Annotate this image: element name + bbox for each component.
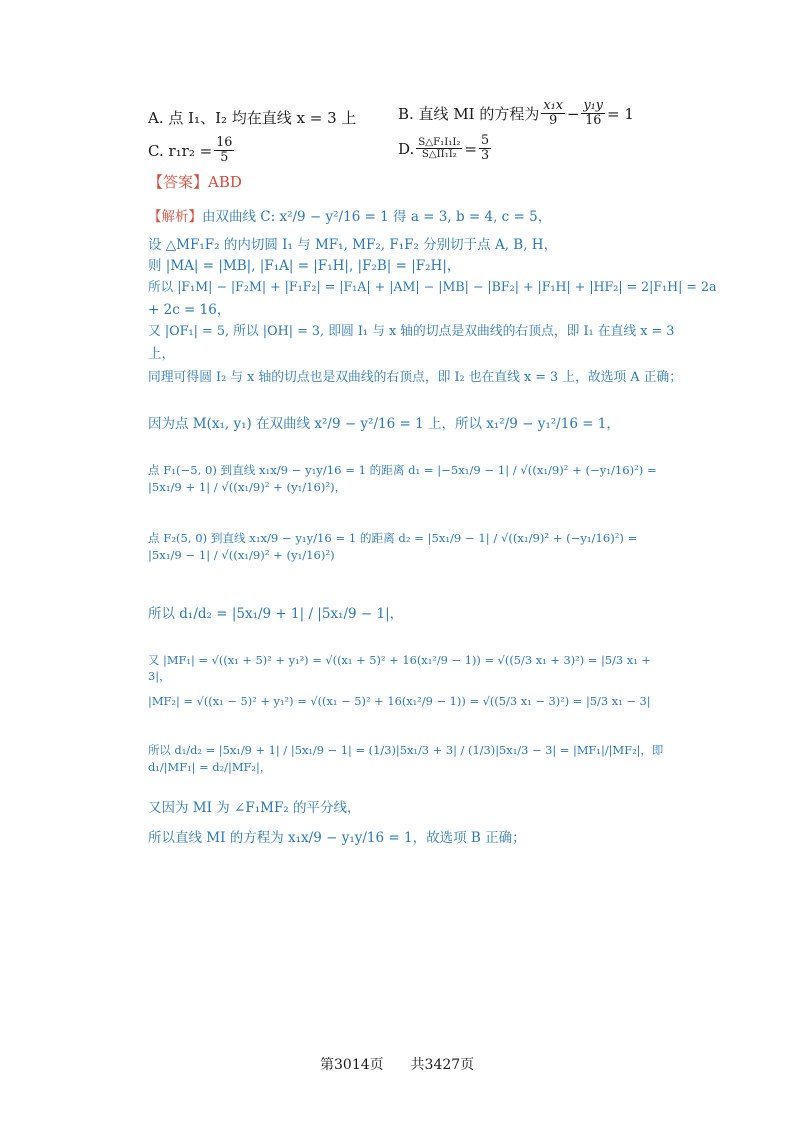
option-c-prefix: C. r₁r₂ = — [148, 141, 213, 160]
solution-line-17: 所以直线 MI 的方程为 x₁x/9 − y₁y/16 = 1，故选项 B 正确； — [148, 830, 526, 846]
option-b — [398, 99, 634, 128]
solution-line-2: 设 △MF₁F₂ 的内切圆 I₁ 与 MF₁, MF₂, F₁F₂ 分别切于点 A, B, H， — [148, 237, 558, 253]
option-b-suffix: = 1 — [607, 104, 634, 123]
solution-line-14: |MF₂| = √((x₁ − 5)² + y₁²) = √((x₁ − 5)² + 16(x₁²/9 − 1)) = √((5/3 x₁ − 3)²) = |5/3 x₁ − 3| — [148, 694, 651, 708]
equals-sign: = — [464, 139, 478, 158]
option-c — [148, 136, 236, 165]
option-d-frac-right: $\frac{5}{3}$ — [481, 133, 490, 164]
solution-line-15: 所以 d₁/d₂ = |5x₁/9 + 1| / |5x₁/9 − 1| = (1/3)|5x₁/3 + 3| / (1/3)|5x₁/3 − 3| = |MF₁|/|MF₂|，即 d₁/|MF₁| = d₂/|MF₂|， — [148, 743, 664, 775]
solution-line-16: 又因为 MI 为 ∠F₁MF₂ 的平分线， — [148, 800, 361, 816]
solution-line-11: 点 F₂(5, 0) 到直线 x₁x/9 − y₁y/16 = 1 的距离 d₂ = |5x₁/9 − 1| / √((x₁/9)² + (−y₁/16)²) = |5x₁/9 − 1| / √((x₁/9)² + (y₁/16)²) — [148, 531, 638, 563]
solution-line-9: 因为点 M(x₁, y₁) 在双曲线 x²/9 − y²/16 = 1 上，所以 x₁²/9 − y₁²/16 = 1， — [148, 416, 620, 432]
answer-line — [148, 171, 242, 192]
page-total: 共3427页 — [410, 1057, 475, 1073]
option-b-frac1: $\frac{\text{x₁x}}{9}$ — [543, 98, 563, 129]
solution-text-1: 由双曲线 C: x²/9 − y²/16 = 1 得 a = 3, b = 4, c = 5， — [202, 209, 552, 225]
minus-sign: − — [566, 104, 580, 123]
option-a: A. 点 I₁、I₂ 均在直线 x = 3 上 — [148, 109, 357, 127]
page-footer — [320, 1054, 474, 1074]
solution-line-7: 上， — [148, 346, 175, 362]
answer-value: ABD — [208, 173, 242, 191]
option-b-prefix: B. 直线 MI 的方程为 — [398, 105, 540, 124]
solution-line-13: 又 |MF₁| = √((x₁ + 5)² + y₁²) = √((x₁ + 5)² + 16(x₁²/9 − 1)) = √((5/3 x₁ + 3)²) = |5/3 x₁ + 3|， — [148, 653, 651, 683]
page-number: 第3014页 — [320, 1057, 384, 1073]
solution-line-8: 同理可得圆 I₂ 与 x 轴的切点也是双曲线的右顶点，即 I₂ 也在直线 x = 3 上，故选项 A 正确； — [148, 370, 683, 385]
solution-line-3: 则 |MA| = |MB|, |F₁A| = |F₁H|, |F₂B| = |F₂H|， — [148, 258, 461, 274]
solution-line-10: 点 F₁(−5, 0) 到直线 x₁x/9 − y₁y/16 = 1 的距离 d₁ = |−5x₁/9 − 1| / √((x₁/9)² + (−y₁/16)²) = |5x₁/9 + 1| / √((x₁/9)² + (y₁/16)²)， — [148, 463, 657, 495]
solution-line-5: + 2c = 16， — [148, 302, 231, 318]
answer-label: 【答案】 — [148, 173, 209, 191]
solution-line-12: 所以 d₁/d₂ = |5x₁/9 + 1| / |5x₁/9 − 1|， — [148, 606, 404, 622]
option-d-frac-left: $\frac{\text{S△F₁I₁I₂}}{\text{S△II₁I₂}}$ — [418, 136, 461, 161]
solution-line-1 — [148, 205, 551, 225]
solution-line-6: 又 |OF₁| = 5, 所以 |OH| = 3, 即圆 I₁ 与 x 轴的切点是双曲线的右顶点，即 I₁ 在直线 x = 3 — [148, 324, 675, 339]
solution-tag: 【解析】 — [148, 209, 202, 225]
solution-line-4: 所以 |F₁M| − |F₂M| + |F₁F₂| = |F₁A| + |AM| − |MB| − |BF₂| + |F₁H| + |HF₂| = 2|F₁H| = 2a — [148, 279, 717, 294]
option-d — [398, 134, 493, 163]
option-d-prefix: D. — [398, 139, 415, 158]
option-b-frac2: $\frac{\text{y₁y}}{16}$ — [583, 98, 603, 129]
option-c-frac: $\frac{16}{5}$ — [216, 135, 233, 166]
